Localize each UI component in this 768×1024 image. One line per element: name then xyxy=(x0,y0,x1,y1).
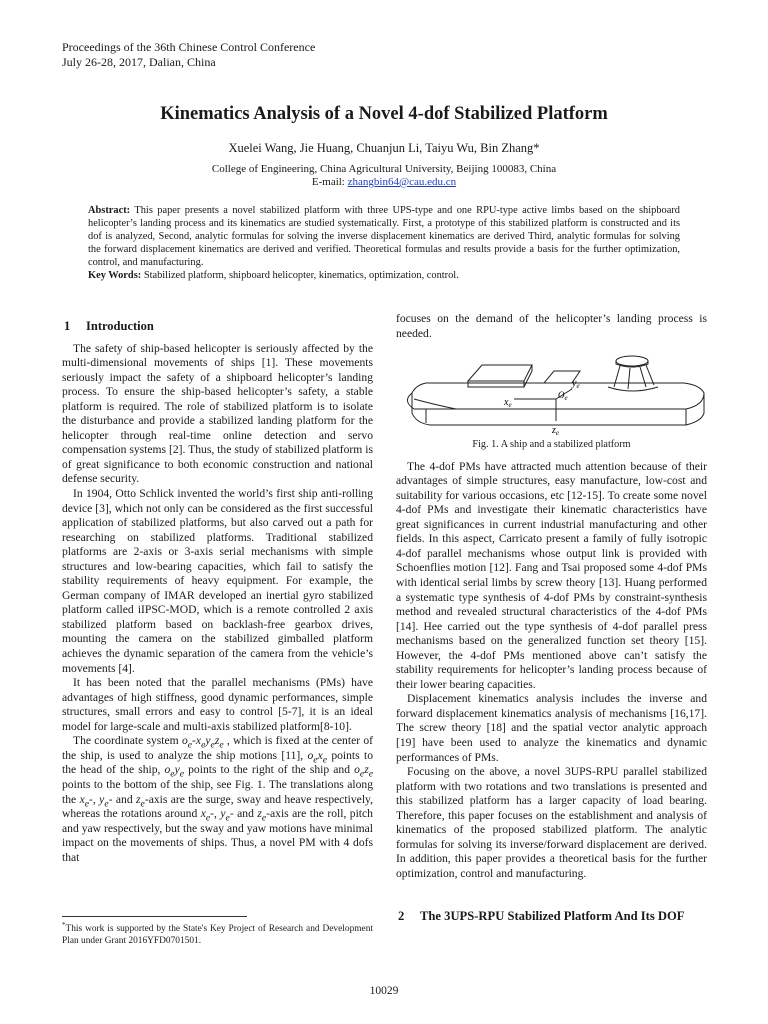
paper-authors: Xuelei Wang, Jie Huang, Chuanjun Li, Taiyu Wu, Bin Zhang* xyxy=(228,141,540,155)
abstract-block xyxy=(88,204,680,282)
affiliation-block xyxy=(0,163,768,189)
svg-text:xe: $x_e$ xyxy=(504,397,512,410)
section-2-title: The 3UPS-RPU Stabilized Platform And Its DOF xyxy=(420,909,685,923)
paragraph-4dof-pms: The 4-dof PMs have attracted much attention because of their advantages of simple structures, easy manufacture, low-cost and suitability for various occasions, etc [12-15]. To create some novel 4-dof PMs and investigate their kinematic characteristics have great significances in current industrial manufacturing and other fields. In this aspect, Carricato present a family of fully isotropic 4-dof parallel mechanisms whose output link is provided with Schoenflies motion [12]. Fang and Tsai proposed some 4-dof PMs with identical serial limbs by screw theory [13]. Huang performed a systematic type synthesis of 4-dof PMs by constraint-synthesis method and revealed structural characteristics of the 4-dof PMs [14]. Hee carried out the type synthesis of 4-dof parallel press mechanisms based on the generalized function set theory [15]. However, the 4-dof PMs mentioned above can’t satisfy the stability requirements for helicopter’s landing process because of their lower bearing capacities. xyxy=(396,459,707,691)
footnote-divider xyxy=(62,916,247,917)
section-1-number: 1 xyxy=(64,319,71,333)
proceedings-header xyxy=(62,40,315,70)
figure-1-caption: Fig. 1. A ship and a stabilized platform xyxy=(472,439,631,451)
intro-paragraph-4: The coordinate system $o_e-x_ey_ez_e$ , which is fixed at the center of the ship, is used to analyze the ship motions [11], $o_ex_e$ points to the head of the ship, $o_ey_e$ points to the right of the ship and $o_ez_e$ points to the bottom of the ship, see Fig. 1. The translations along the $x_e-$, $y_e-$ and $z_e$-axis are the surge, sway and heave respectively, whereas the rotations around $x_e-$, $y_e-$ and $z_e$-axis are the roll, pitch and yaw respectively, but the sway and yaw motions have minimal impact on the movements of ships. Thus, a novel PM with 4 dofs that xyxy=(62,734,374,864)
proceedings-line-1: Proceedings of the 36th Chinese Control Conference xyxy=(62,40,316,54)
abstract-text: This paper presents a novel stabilized platform with three UPS-type and one RPU-type active limbs based on the shipboard helicopter’s landing process and its kinematics are studied systematically. First, a prototype of this stabilized platform is constructed and its dof is analyzed, Second, analytic formulas for solving the inverse displacement kinematics are derived Third, analytic formulas for solving the forward displacement kinematics are derived and verified. Theoretical formulas and results provide a basis for the further optimization, control, and manufacturing. xyxy=(88,205,680,268)
footnote xyxy=(62,920,373,947)
abstract-label: Abstract: xyxy=(88,205,131,216)
paper-title: Kinematics Analysis of a Novel 4-dof Stabilized Platform xyxy=(160,104,608,124)
continued-paragraph: focuses on the demand of the helicopter’s landing process is needed. xyxy=(396,312,707,340)
affiliation: College of Engineering, China Agricultural University, Beijing 100083, China xyxy=(211,163,557,175)
svg-text:ze: $z_e$ xyxy=(552,425,560,436)
email-link[interactable]: zhangbin64@cau.edu.cn xyxy=(347,176,457,188)
right-column xyxy=(396,312,707,882)
ship-platform-illustration xyxy=(396,349,707,435)
section-2-number: 2 xyxy=(398,909,405,923)
page-number: 10029 xyxy=(369,985,399,997)
paragraph-focusing: Focusing on the above, a novel 3UPS-RPU parallel stabilized platform with two rotations and two translations is presented and this stabilized platform has a larger capacity of load bearing. Therefore, this paper focuses on the establishment and analysis of kinematics of the proposed stabilized platform. The analytic formulas for solving its inverse/forward displacement are derived. In addition, this paper provides a theoretical basis for the further optimization, control and manufacturing. xyxy=(396,765,707,880)
footnote-mark: * xyxy=(62,920,66,929)
intro-paragraph-2: In 1904, Otto Schlick invented the world’s first ship anti-rolling device [3], which not only can be considered as the first successful application of stabilized platforms, but also carved out a path for researching on stabilized platforms. Traditional stabilized platforms are 2-axis or 3-axis serial mechanisms with simple structures and low-bearing capacities, which fail to satisfy the stability requirements of heavy equipment. For example, the German company of IMAR developed an inertial gyro stabilized platform called iIPSC-MOD, which is a remote controlled 2 axis stabilized platform based on backlash-free gearbox drives, mounting the camera on the stabilized gimballed platform achieves the dynamic separation of the camera from the vehicle’s movements [4]. xyxy=(62,487,373,675)
figure-1 xyxy=(396,349,707,435)
abstract-paragraph xyxy=(88,204,680,269)
email-label: E-mail: xyxy=(311,176,348,188)
svg-text:ye: $y_e$ xyxy=(572,378,580,391)
section-1-heading xyxy=(62,319,373,334)
keywords-paragraph xyxy=(88,269,680,282)
intro-paragraph-1: The safety of ship-based helicopter is seriously affected by the multi-dimensional movements of ships [1]. These movements seriously impact the safety of a shipboard helicopter’s landing process. To ensure the ship-based helicopter’s safety, a stable platform is required. The role of stabilized platform is to isolate the disturbance and provide a stabilized landing platform for the helicopter through real-time online detection and servo compensation systems [2]. Thus, the study of stabilized platform is of great significance to both economic construction and national defense security. xyxy=(62,341,373,486)
section-2-heading xyxy=(396,909,707,924)
svg-text:Oe: $O_e$ xyxy=(558,390,568,403)
section-1-title: Introduction xyxy=(86,319,154,333)
footnote-text: This work is supported by the State's Key Project of Research and Development Plan under Grant 2016YFD0701501. xyxy=(62,924,373,946)
intro-paragraph-3: It has been noted that the parallel mechanisms (PMs) have advantages of high stiffness, good dynamic performances, simple structures, small errors and easy to control [5-7], it is an ideal model for large-scale and multi-axis stabilized platform[8-10]. xyxy=(62,676,373,733)
proceedings-line-2: July 26-28, 2017, Dalian, China xyxy=(62,55,216,69)
keywords-text: Stabilized platform, shipboard helicopter, kinematics, optimization, control. xyxy=(141,270,459,281)
keywords-label: Key Words: xyxy=(88,270,142,281)
left-column xyxy=(62,312,373,865)
email-line xyxy=(0,176,768,189)
paragraph-displacement: Displacement kinematics analysis includes the inverse and forward displacement kinematics analysis of mechanisms [16,17]. The screw theory [18] and the spatial vector analytic approach [19] have been used to analyze the kinematics and dynamic performances of PMs. xyxy=(396,692,707,764)
